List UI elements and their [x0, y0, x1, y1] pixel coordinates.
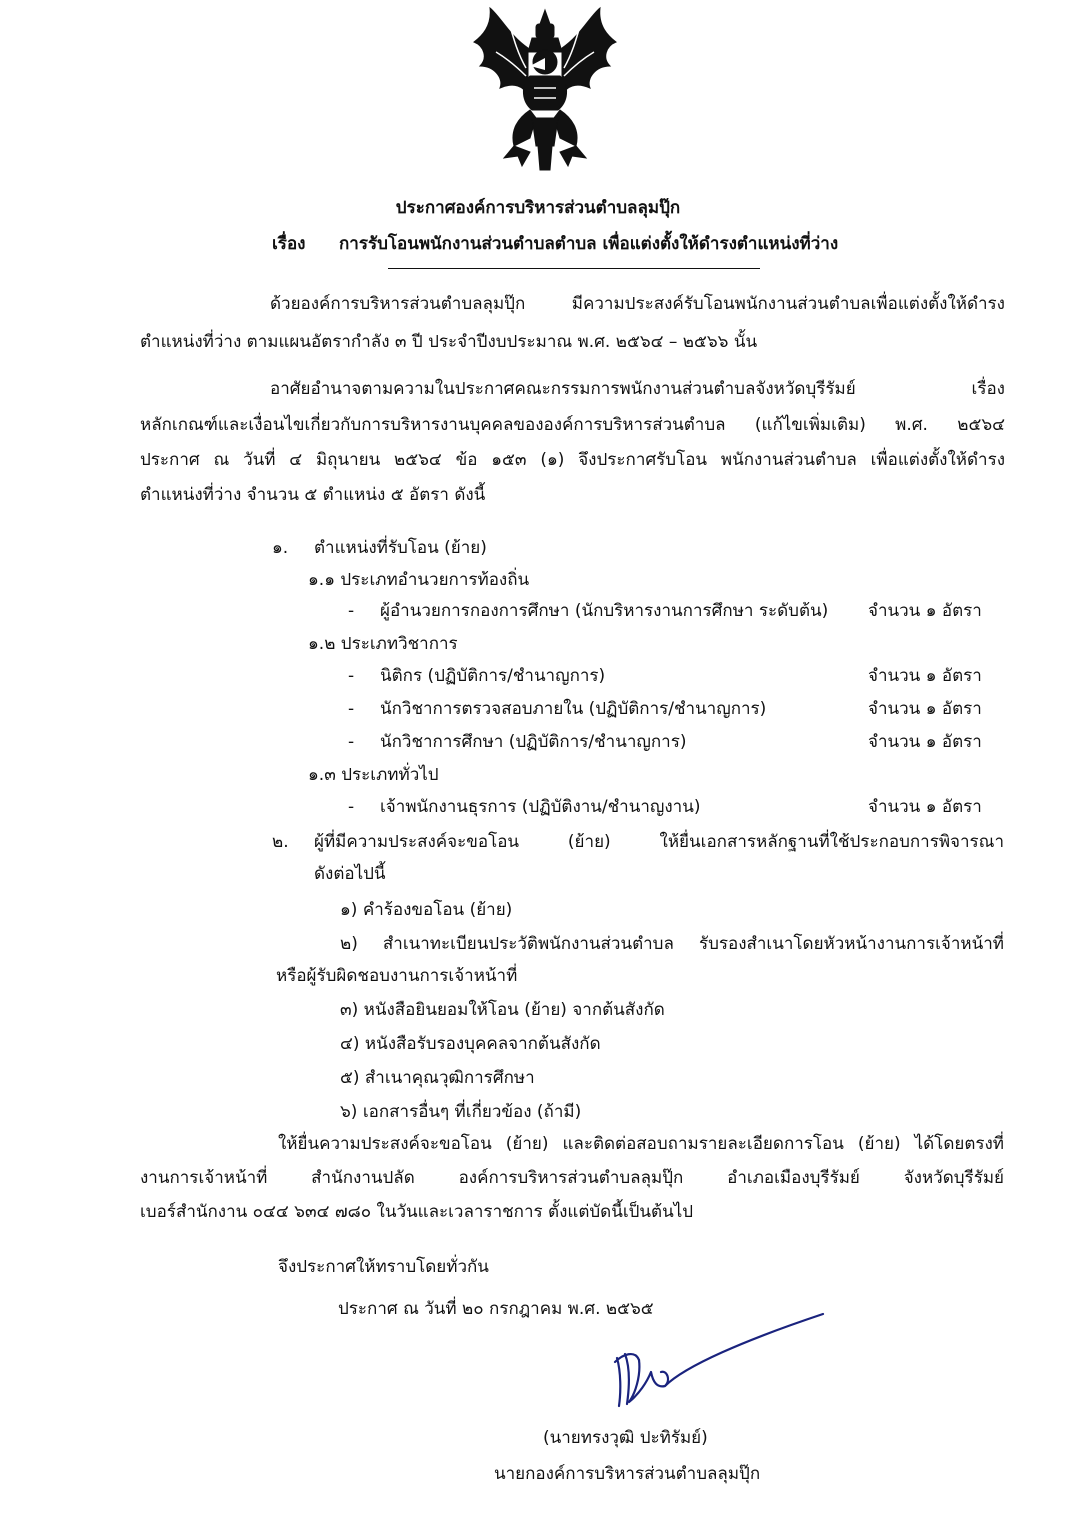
- section1-sub2: ๑.๒ ประเภทวิชาการ: [308, 634, 458, 654]
- contact-line1: ให้ยื่นความประสงค์จะขอโอน (ย้าย) และติดต่อสอบถามรายละเอียดการโอน (ย้าย) ได้โดยตรงที่: [278, 1134, 1004, 1154]
- item4-name: นักวิชาการศึกษา (ปฏิบัติการ/ชำนาญการ): [380, 732, 687, 752]
- item1-name: ผู้อำนวยการกองการศึกษา (นักบริหารงานการศึกษา ระดับต้น): [380, 601, 829, 621]
- item1-dash: -: [348, 601, 355, 621]
- item3-qty: จำนวน ๑ อัตรา: [868, 699, 982, 719]
- item2-dash: -: [348, 666, 355, 686]
- doc-item-6: ๖) เอกสารอื่นๆ ที่เกี่ยวข้อง (ถ้ามี): [340, 1102, 582, 1122]
- signatory-position: นายกองค์การบริหารส่วนตำบลลุมปุ๊ก: [494, 1464, 761, 1484]
- doc-item-1: ๑) คำร้องขอโอน (ย้าย): [340, 900, 513, 920]
- section2-line1: ผู้ที่มีความประสงค์จะขอโอน (ย้าย) ให้ยื่นเอกสารหลักฐานที่ใช้ประกอบการพิจารณา: [314, 832, 1004, 852]
- section1-number: ๑.: [272, 538, 289, 558]
- divider: [388, 268, 760, 269]
- subject-text: การรับโอนพนักงานส่วนตำบลตำบล เพื่อแต่งตั้งให้ดำรงตำแหน่งที่ว่าง: [339, 234, 839, 254]
- doc-item-2-cont: หรือผู้รับผิดชอบงานการเจ้าหน้าที่: [276, 966, 518, 986]
- intro-p2-line1: อาศัยอำนาจตามความในประกาศคณะกรรมการพนักงานส่วนตำบลจังหวัดบุรีรัมย์ เรื่อง: [270, 379, 1005, 399]
- section1-sub1: ๑.๑ ประเภทอำนวยการท้องถิ่น: [308, 570, 530, 590]
- document-title: ประกาศองค์การบริหารส่วนตำบลลุมปุ๊ก: [395, 198, 681, 218]
- intro-p1-line2: ตำแหน่งที่ว่าง ตามแผนอัตรากำลัง ๓ ปี ประจำปีงบประมาณ พ.ศ. ๒๕๖๔ – ๒๕๖๖ นั้น: [140, 332, 758, 352]
- handwritten-signature: [595, 1310, 830, 1420]
- item4-qty: จำนวน ๑ อัตรา: [868, 732, 982, 752]
- item3-dash: -: [348, 699, 355, 719]
- section1-sub3: ๑.๓ ประเภททั่วไป: [308, 765, 439, 785]
- item1-qty: จำนวน ๑ อัตรา: [868, 601, 982, 621]
- intro-p1-line1: ด้วยองค์การบริหารส่วนตำบลลุมปุ๊ก มีความประสงค์รับโอนพนักงานส่วนตำบลเพื่อแต่งตั้งให้ดำรง: [270, 294, 1005, 314]
- doc-item-2: ๒) สำเนาทะเบียนประวัติพนักงานส่วนตำบล รับรองสำเนาโดยหัวหน้างานการเจ้าหน้าที่: [340, 934, 1004, 954]
- doc-item-3: ๓) หนังสือยินยอมให้โอน (ย้าย) จากต้นสังกัด: [340, 1000, 665, 1020]
- item3-name: นักวิชาการตรวจสอบภายใน (ปฏิบัติการ/ชำนาญการ): [380, 699, 767, 719]
- item4-dash: -: [348, 732, 355, 752]
- section1-title: ตำแหน่งที่รับโอน (ย้าย): [314, 538, 487, 558]
- doc-item-5: ๕) สำเนาคุณวุฒิการศึกษา: [340, 1068, 535, 1088]
- signatory-name: (นายทรงวุฒิ ปะทิรัมย์): [543, 1428, 708, 1448]
- closing-announce: จึงประกาศให้ทราบโดยทั่วกัน: [278, 1257, 489, 1277]
- item5-dash: -: [348, 797, 355, 817]
- garuda-emblem-icon: [470, 6, 620, 174]
- subject-label: เรื่อง: [272, 234, 306, 254]
- item5-name: เจ้าพนักงานธุรการ (ปฏิบัติงาน/ชำนาญงาน): [380, 797, 701, 817]
- intro-p2-line4: ตำแหน่งที่ว่าง จำนวน ๕ ตำแหน่ง ๕ อัตรา ดังนี้: [140, 485, 486, 505]
- intro-p2-line2: หลักเกณฑ์และเงื่อนไขเกี่ยวกับการบริหารงานบุคคลขององค์การบริหารส่วนตำบล (แก้ไขเพิ่มเติม) พ.ศ. ๒๕๖๔: [140, 415, 1005, 435]
- section2-line2: ดังต่อไปนี้: [314, 864, 386, 884]
- announcement-date: ประกาศ ณ วันที่ ๒๐ กรกฎาคม พ.ศ. ๒๕๖๕: [338, 1299, 654, 1319]
- item2-qty: จำนวน ๑ อัตรา: [868, 666, 982, 686]
- contact-line3: เบอร์สำนักงาน ๐๔๔ ๖๓๔ ๗๘๐ ในวันและเวลาราชการ ตั้งแต่บัดนี้เป็นต้นไป: [140, 1202, 694, 1222]
- doc-item-4: ๔) หนังสือรับรองบุคคลจากต้นสังกัด: [340, 1034, 601, 1054]
- item5-qty: จำนวน ๑ อัตรา: [868, 797, 982, 817]
- section2-number: ๒.: [272, 832, 289, 852]
- item2-name: นิติกร (ปฏิบัติการ/ชำนาญการ): [380, 666, 606, 686]
- intro-p2-line3: ประกาศ ณ วันที่ ๔ มิถุนายน ๒๕๖๔ ข้อ ๑๕๓ (๑) จึงประกาศรับโอน พนักงานส่วนตำบล เพื่อแต่งตั้งให้ดำรง: [140, 450, 1005, 470]
- contact-line2: งานการเจ้าหน้าที่ สำนักงานปลัด องค์การบริหารส่วนตำบลลุมปุ๊ก อำเภอเมืองบุรีรัมย์ จังหวัดบุรีรัมย์: [140, 1168, 1004, 1188]
